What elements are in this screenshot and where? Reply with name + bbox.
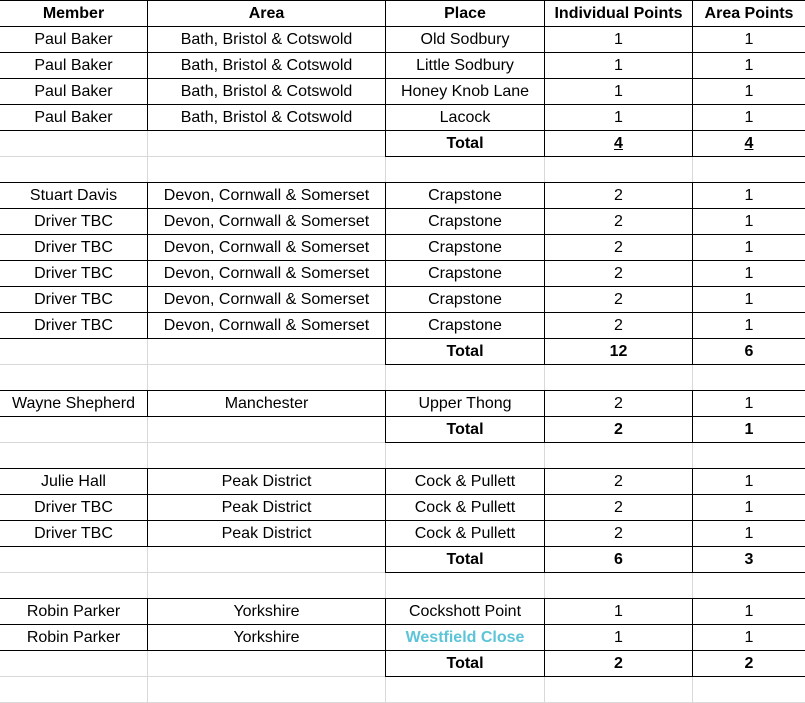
cell-area[interactable]: Bath, Bristol & Cotswold — [147, 26, 386, 53]
cell-area-points[interactable]: 1 — [692, 26, 805, 53]
total-label[interactable]: Total — [385, 130, 545, 157]
empty-cell[interactable] — [148, 677, 386, 703]
empty-cell[interactable] — [0, 677, 148, 703]
empty-cell[interactable] — [148, 417, 386, 443]
cell-area[interactable]: Manchester — [147, 390, 386, 417]
cell-area[interactable]: Peak District — [147, 468, 386, 495]
total-area-points[interactable]: 2 — [692, 650, 805, 677]
cell-member[interactable]: Driver TBC — [0, 234, 148, 261]
cell-area-points[interactable]: 1 — [692, 182, 805, 209]
empty-cell[interactable] — [693, 443, 805, 469]
cell-individual-points[interactable]: 2 — [544, 520, 693, 547]
total-label[interactable]: Total — [385, 546, 545, 573]
cell-area-points[interactable]: 1 — [692, 78, 805, 105]
cell-area-points[interactable]: 1 — [692, 208, 805, 235]
cell-place[interactable]: Crapstone — [385, 234, 545, 261]
empty-cell[interactable] — [0, 651, 148, 677]
cell-area[interactable]: Devon, Cornwall & Somerset — [147, 182, 386, 209]
cell-member[interactable]: Driver TBC — [0, 520, 148, 547]
empty-cell[interactable] — [0, 339, 148, 365]
total-area-points[interactable]: 1 — [692, 416, 805, 443]
total-label[interactable]: Total — [385, 650, 545, 677]
cell-member[interactable]: Paul Baker — [0, 78, 148, 105]
cell-place[interactable]: Crapstone — [385, 182, 545, 209]
empty-cell[interactable] — [545, 365, 693, 391]
cell-area-points[interactable]: 1 — [692, 520, 805, 547]
cell-individual-points[interactable]: 2 — [544, 494, 693, 521]
cell-member[interactable]: Driver TBC — [0, 312, 148, 339]
empty-cell[interactable] — [0, 573, 148, 599]
cell-member[interactable]: Driver TBC — [0, 494, 148, 521]
cell-place[interactable]: Old Sodbury — [385, 26, 545, 53]
cell-member[interactable]: Paul Baker — [0, 52, 148, 79]
total-label[interactable]: Total — [385, 416, 545, 443]
empty-cell[interactable] — [148, 157, 386, 183]
empty-cell[interactable] — [148, 131, 386, 157]
cell-individual-points[interactable]: 2 — [544, 390, 693, 417]
empty-cell[interactable] — [386, 365, 545, 391]
cell-individual-points[interactable]: 1 — [544, 598, 693, 625]
empty-cell[interactable] — [0, 547, 148, 573]
empty-cell[interactable] — [0, 157, 148, 183]
cell-area-points[interactable]: 1 — [692, 390, 805, 417]
cell-individual-points[interactable]: 1 — [544, 26, 693, 53]
empty-cell[interactable] — [693, 573, 805, 599]
empty-cell[interactable] — [545, 157, 693, 183]
cell-place[interactable]: Cock & Pullett — [385, 520, 545, 547]
cell-individual-points[interactable]: 2 — [544, 312, 693, 339]
header-member[interactable]: Member — [0, 0, 148, 27]
cell-area[interactable]: Devon, Cornwall & Somerset — [147, 260, 386, 287]
empty-cell[interactable] — [386, 443, 545, 469]
cell-area[interactable]: Peak District — [147, 494, 386, 521]
cell-area-points[interactable]: 1 — [692, 286, 805, 313]
cell-area-points[interactable]: 1 — [692, 52, 805, 79]
cell-place[interactable]: Honey Knob Lane — [385, 78, 545, 105]
empty-cell[interactable] — [0, 365, 148, 391]
cell-area-points[interactable]: 1 — [692, 624, 805, 651]
cell-place[interactable]: Crapstone — [385, 260, 545, 287]
empty-cell[interactable] — [386, 677, 545, 703]
cell-place[interactable]: Little Sodbury — [385, 52, 545, 79]
empty-cell[interactable] — [0, 443, 148, 469]
total-label[interactable]: Total — [385, 338, 545, 365]
header-area-points[interactable]: Area Points — [692, 0, 805, 27]
header-area[interactable]: Area — [147, 0, 386, 27]
cell-individual-points[interactable]: 2 — [544, 182, 693, 209]
cell-member[interactable]: Paul Baker — [0, 104, 148, 131]
cell-area-points[interactable]: 1 — [692, 104, 805, 131]
cell-individual-points[interactable]: 2 — [544, 468, 693, 495]
cell-member[interactable]: Paul Baker — [0, 26, 148, 53]
cell-individual-points[interactable]: 2 — [544, 260, 693, 287]
empty-cell[interactable] — [148, 547, 386, 573]
cell-individual-points[interactable]: 2 — [544, 234, 693, 261]
empty-cell[interactable] — [545, 443, 693, 469]
empty-cell[interactable] — [386, 157, 545, 183]
cell-area-points[interactable]: 1 — [692, 234, 805, 261]
total-area-points[interactable]: 6 — [692, 338, 805, 365]
empty-cell[interactable] — [148, 365, 386, 391]
cell-area[interactable]: Devon, Cornwall & Somerset — [147, 208, 386, 235]
cell-place[interactable]: Crapstone — [385, 208, 545, 235]
cell-area[interactable]: Peak District — [147, 520, 386, 547]
cell-member[interactable]: Robin Parker — [0, 624, 148, 651]
empty-cell[interactable] — [0, 417, 148, 443]
cell-area-points[interactable]: 1 — [692, 260, 805, 287]
empty-cell[interactable] — [148, 651, 386, 677]
cell-area[interactable]: Bath, Bristol & Cotswold — [147, 104, 386, 131]
header-individual-points[interactable]: Individual Points — [544, 0, 693, 27]
empty-cell[interactable] — [148, 339, 386, 365]
cell-place[interactable]: Cock & Pullett — [385, 468, 545, 495]
cell-member[interactable]: Julie Hall — [0, 468, 148, 495]
cell-member[interactable]: Driver TBC — [0, 286, 148, 313]
cell-individual-points[interactable]: 2 — [544, 286, 693, 313]
cell-area[interactable]: Devon, Cornwall & Somerset — [147, 312, 386, 339]
total-individual-points[interactable]: 6 — [544, 546, 693, 573]
empty-cell[interactable] — [693, 677, 805, 703]
cell-area[interactable]: Devon, Cornwall & Somerset — [147, 286, 386, 313]
empty-cell[interactable] — [693, 157, 805, 183]
empty-cell[interactable] — [0, 131, 148, 157]
cell-member[interactable]: Driver TBC — [0, 260, 148, 287]
cell-place[interactable]: Crapstone — [385, 312, 545, 339]
empty-cell[interactable] — [148, 443, 386, 469]
cell-member[interactable]: Robin Parker — [0, 598, 148, 625]
empty-cell[interactable] — [693, 365, 805, 391]
cell-individual-points[interactable]: 1 — [544, 624, 693, 651]
cell-area[interactable]: Bath, Bristol & Cotswold — [147, 52, 386, 79]
cell-area[interactable]: Bath, Bristol & Cotswold — [147, 78, 386, 105]
cell-member[interactable]: Stuart Davis — [0, 182, 148, 209]
cell-area-points[interactable]: 1 — [692, 494, 805, 521]
cell-area[interactable]: Devon, Cornwall & Somerset — [147, 234, 386, 261]
header-place[interactable]: Place — [385, 0, 545, 27]
empty-cell[interactable] — [148, 573, 386, 599]
cell-individual-points[interactable]: 2 — [544, 208, 693, 235]
cell-area-points[interactable]: 1 — [692, 312, 805, 339]
total-area-points[interactable]: 3 — [692, 546, 805, 573]
cell-individual-points[interactable]: 1 — [544, 78, 693, 105]
empty-cell[interactable] — [545, 573, 693, 599]
total-individual-points[interactable]: 2 — [544, 650, 693, 677]
cell-place[interactable]: Westfield Close — [385, 624, 545, 651]
empty-cell[interactable] — [386, 573, 545, 599]
empty-cell[interactable] — [545, 677, 693, 703]
cell-member[interactable]: Driver TBC — [0, 208, 148, 235]
cell-individual-points[interactable]: 1 — [544, 104, 693, 131]
cell-individual-points[interactable]: 1 — [544, 52, 693, 79]
cell-area[interactable]: Yorkshire — [147, 598, 386, 625]
cell-place[interactable]: Cock & Pullett — [385, 494, 545, 521]
total-individual-points[interactable]: 4 — [544, 130, 693, 157]
cell-member[interactable]: Wayne Shepherd — [0, 390, 148, 417]
cell-place[interactable]: Upper Thong — [385, 390, 545, 417]
total-individual-points[interactable]: 12 — [544, 338, 693, 365]
cell-place[interactable]: Crapstone — [385, 286, 545, 313]
cell-area[interactable]: Yorkshire — [147, 624, 386, 651]
total-individual-points[interactable]: 2 — [544, 416, 693, 443]
cell-area-points[interactable]: 1 — [692, 598, 805, 625]
cell-area-points[interactable]: 1 — [692, 468, 805, 495]
cell-place[interactable]: Lacock — [385, 104, 545, 131]
total-area-points[interactable]: 4 — [692, 130, 805, 157]
cell-place[interactable]: Cockshott Point — [385, 598, 545, 625]
